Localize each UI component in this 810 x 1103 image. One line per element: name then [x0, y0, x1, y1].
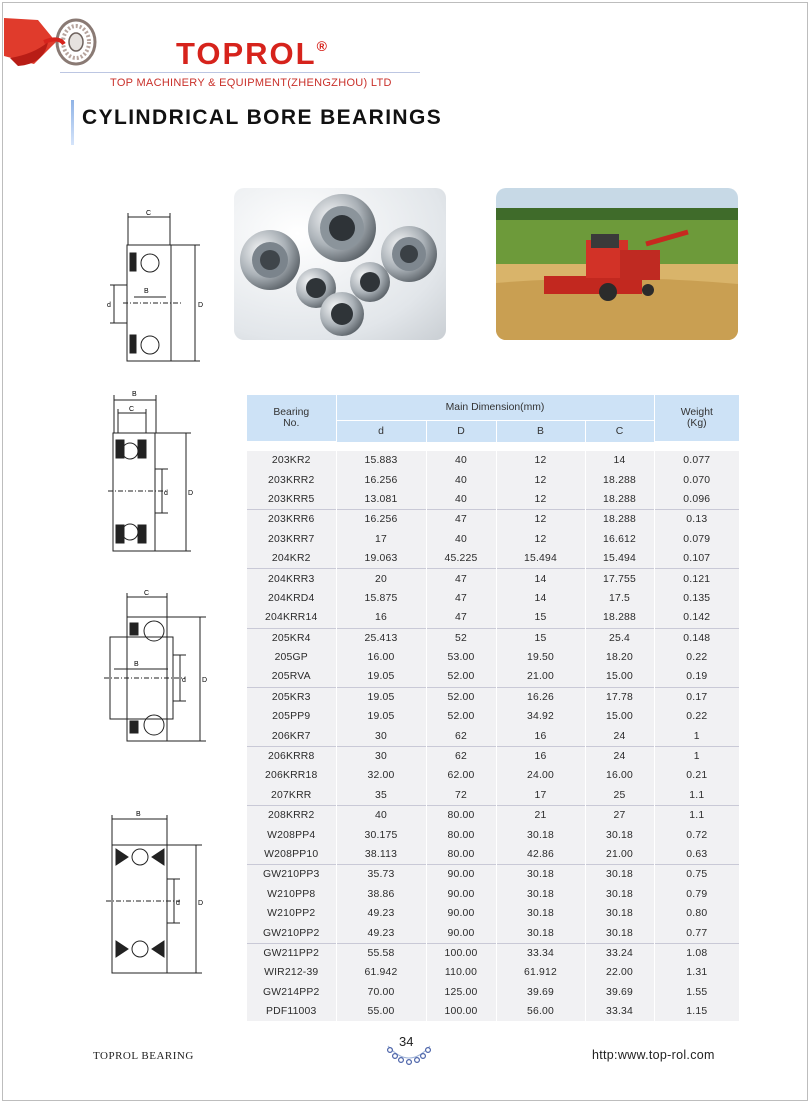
col-header-main-dimension: Main Dimension(mm) [336, 395, 654, 420]
dim-d-label: d [107, 302, 111, 309]
table-row [247, 726, 739, 746]
cell-D: 100.00 [426, 1002, 496, 1021]
table-row [247, 963, 739, 982]
bearing-drawing-1 [100, 205, 210, 365]
cell-B: 12 [496, 530, 585, 549]
table-row [247, 904, 739, 923]
table-row [247, 983, 739, 1002]
table-row [247, 707, 739, 726]
brand-logo: TOPROL® [176, 36, 329, 71]
cell-bearing-no: 205PP9 [247, 707, 336, 726]
cell-C: 30.18 [585, 885, 654, 904]
cell-C: 18.288 [585, 470, 654, 489]
cell-d: 49.23 [336, 904, 426, 923]
cell-bearing-no: 204KRR3 [247, 569, 336, 589]
table-row [247, 865, 739, 885]
cell-D: 80.00 [426, 825, 496, 844]
table-row [247, 746, 739, 766]
cell-C: 18.288 [585, 490, 654, 510]
cell-bearing-no: W210PP2 [247, 904, 336, 923]
table-row [247, 786, 739, 806]
cell-D: 52.00 [426, 707, 496, 726]
footer-url: http:www.top-rol.com [592, 1048, 715, 1062]
cell-B: 15.494 [496, 549, 585, 569]
col-header-d-small: d [336, 420, 426, 442]
cell-weight: 1.1 [654, 786, 739, 806]
cell-bearing-no: GW210PP3 [247, 865, 336, 885]
cell-D: 90.00 [426, 923, 496, 943]
table-row [247, 628, 739, 648]
cell-B: 15 [496, 608, 585, 628]
cell-D: 80.00 [426, 806, 496, 826]
cell-B: 34.92 [496, 707, 585, 726]
cell-D: 80.00 [426, 845, 496, 865]
col-header-B: B [496, 420, 585, 442]
dim-b-label: B [136, 811, 141, 818]
header-rule [60, 72, 420, 73]
cell-d: 19.063 [336, 549, 426, 569]
table-row [247, 470, 739, 489]
cell-d: 70.00 [336, 983, 426, 1002]
table-row [247, 825, 739, 844]
cell-weight: 0.17 [654, 687, 739, 707]
cell-B: 30.18 [496, 825, 585, 844]
cell-bearing-no: 206KR7 [247, 726, 336, 746]
cell-bearing-no: 203KRR5 [247, 490, 336, 510]
cell-d: 61.942 [336, 963, 426, 982]
cell-weight: 0.19 [654, 667, 739, 687]
cell-D: 40 [426, 470, 496, 489]
dim-b-label: B [134, 661, 139, 668]
cell-C: 15.00 [585, 707, 654, 726]
cell-d: 35.73 [336, 865, 426, 885]
table-row [247, 766, 739, 785]
cell-bearing-no: 208KRR2 [247, 806, 336, 826]
table-row [247, 687, 739, 707]
cell-C: 22.00 [585, 963, 654, 982]
cell-D: 53.00 [426, 648, 496, 667]
cell-D: 45.225 [426, 549, 496, 569]
cell-weight: 0.21 [654, 766, 739, 785]
cell-weight: 0.22 [654, 648, 739, 667]
cell-d: 19.05 [336, 667, 426, 687]
cell-D: 52.00 [426, 687, 496, 707]
table-row [247, 943, 739, 963]
cell-weight: 0.72 [654, 825, 739, 844]
cell-bearing-no: 205KR3 [247, 687, 336, 707]
table-row [247, 589, 739, 608]
cell-B: 21.00 [496, 667, 585, 687]
cell-weight: 1.55 [654, 983, 739, 1002]
footer-brand: TOPROL BEARING [93, 1050, 194, 1062]
cell-d: 38.113 [336, 845, 426, 865]
bearing-drawing-4 [100, 805, 215, 980]
dim-D-label: D [188, 490, 194, 497]
cell-D: 125.00 [426, 983, 496, 1002]
cell-bearing-no: GW214PP2 [247, 983, 336, 1002]
cell-B: 61.912 [496, 963, 585, 982]
cell-d: 30 [336, 726, 426, 746]
cell-C: 21.00 [585, 845, 654, 865]
table-row [247, 648, 739, 667]
table-row [247, 569, 739, 589]
cell-D: 40 [426, 451, 496, 470]
cell-weight: 0.80 [654, 904, 739, 923]
cell-C: 17.755 [585, 569, 654, 589]
bearing-logo-icon [4, 8, 104, 72]
cell-bearing-no: 203KR2 [247, 451, 336, 470]
table-row [247, 510, 739, 530]
cell-B: 42.86 [496, 845, 585, 865]
title-accent-bar [71, 100, 74, 145]
bearing-drawing-2 [96, 385, 206, 560]
cell-d: 49.23 [336, 923, 426, 943]
dim-D-label: D [198, 302, 204, 309]
col-header-C: C [585, 420, 654, 442]
cell-C: 18.288 [585, 510, 654, 530]
company-name: TOP MACHINERY & EQUIPMENT(ZHENGZHOU) LTD [110, 77, 392, 89]
cell-bearing-no: 206KRR8 [247, 746, 336, 766]
cell-C: 17.78 [585, 687, 654, 707]
cell-B: 12 [496, 490, 585, 510]
cell-B: 16 [496, 746, 585, 766]
cell-B: 12 [496, 510, 585, 530]
cell-d: 20 [336, 569, 426, 589]
cell-C: 25 [585, 786, 654, 806]
cell-C: 24 [585, 746, 654, 766]
cell-weight: 1.15 [654, 1002, 739, 1021]
cell-d: 16.256 [336, 510, 426, 530]
table-row [247, 806, 739, 826]
cell-D: 90.00 [426, 865, 496, 885]
dim-b-label: B [132, 391, 137, 398]
dim-D-label: D [202, 677, 208, 684]
cell-D: 47 [426, 510, 496, 530]
cell-bearing-no: 204KRR14 [247, 608, 336, 628]
col-header-D-large: D [426, 420, 496, 442]
table-row [247, 1002, 739, 1021]
cell-weight: 0.22 [654, 707, 739, 726]
dim-d-label: d [176, 900, 180, 907]
cell-D: 62.00 [426, 766, 496, 785]
cell-C: 14 [585, 451, 654, 470]
table-row [247, 845, 739, 865]
cell-D: 62 [426, 746, 496, 766]
cell-weight: 0.75 [654, 865, 739, 885]
cell-weight: 0.096 [654, 490, 739, 510]
cell-C: 15.00 [585, 667, 654, 687]
cell-d: 15.883 [336, 451, 426, 470]
cell-weight: 0.079 [654, 530, 739, 549]
cell-bearing-no: 203KRR7 [247, 530, 336, 549]
cell-d: 30 [336, 746, 426, 766]
table-body [247, 442, 739, 1021]
cell-C: 25.4 [585, 628, 654, 648]
cell-d: 55.00 [336, 1002, 426, 1021]
dim-c-label: C [144, 590, 150, 597]
cell-D: 110.00 [426, 963, 496, 982]
cell-D: 47 [426, 569, 496, 589]
cell-bearing-no: 204KR2 [247, 549, 336, 569]
cell-weight: 1 [654, 746, 739, 766]
bearings-photo [234, 188, 446, 340]
cell-D: 72 [426, 786, 496, 806]
cell-B: 56.00 [496, 1002, 585, 1021]
cell-d: 19.05 [336, 687, 426, 707]
cell-D: 62 [426, 726, 496, 746]
cell-weight: 1.08 [654, 943, 739, 963]
cell-C: 16.00 [585, 766, 654, 785]
cell-d: 30.175 [336, 825, 426, 844]
cell-bearing-no: 204KRD4 [247, 589, 336, 608]
table-row [247, 549, 739, 569]
cell-D: 52 [426, 628, 496, 648]
col-header-weight: Weight (Kg) [654, 395, 739, 442]
cell-bearing-no: 205GP [247, 648, 336, 667]
cell-weight: 0.121 [654, 569, 739, 589]
cell-D: 47 [426, 589, 496, 608]
dim-d-label: d [164, 490, 168, 497]
cell-bearing-no: GW210PP2 [247, 923, 336, 943]
page-number: 34 [399, 1034, 414, 1049]
cell-C: 16.612 [585, 530, 654, 549]
dim-c-label: C [129, 406, 135, 413]
cell-B: 21 [496, 806, 585, 826]
cell-C: 30.18 [585, 904, 654, 923]
cell-D: 40 [426, 530, 496, 549]
cell-d: 16.00 [336, 648, 426, 667]
cell-weight: 1.31 [654, 963, 739, 982]
table-row [247, 885, 739, 904]
cell-D: 47 [426, 608, 496, 628]
table-row [247, 608, 739, 628]
dim-D-label: D [198, 900, 204, 907]
dim-b-label: B [144, 288, 149, 295]
cell-weight: 0.142 [654, 608, 739, 628]
table-row [247, 451, 739, 470]
table-row [247, 530, 739, 549]
cell-B: 16 [496, 726, 585, 746]
cell-B: 24.00 [496, 766, 585, 785]
cell-weight: 0.148 [654, 628, 739, 648]
cell-B: 15 [496, 628, 585, 648]
cell-B: 12 [496, 470, 585, 489]
cell-bearing-no: W208PP4 [247, 825, 336, 844]
cell-C: 33.24 [585, 943, 654, 963]
cell-bearing-no: PDF11003 [247, 1002, 336, 1021]
cell-weight: 1.1 [654, 806, 739, 826]
cell-C: 30.18 [585, 825, 654, 844]
cell-weight: 0.13 [654, 510, 739, 530]
cell-C: 27 [585, 806, 654, 826]
cell-D: 100.00 [426, 943, 496, 963]
bearing-drawing-3 [100, 585, 215, 745]
cell-bearing-no: 205RVA [247, 667, 336, 687]
cell-d: 35 [336, 786, 426, 806]
cell-C: 39.69 [585, 983, 654, 1002]
cell-C: 24 [585, 726, 654, 746]
table-row [247, 667, 739, 687]
dim-c-label: C [146, 210, 152, 217]
cell-d: 38.86 [336, 885, 426, 904]
bearing-spec-table [247, 395, 739, 1021]
cell-B: 30.18 [496, 904, 585, 923]
cell-d: 13.081 [336, 490, 426, 510]
cell-d: 25.413 [336, 628, 426, 648]
col-header-bearing-no: Bearing No. [247, 395, 336, 442]
cell-C: 18.20 [585, 648, 654, 667]
cell-weight: 1 [654, 726, 739, 746]
cell-weight: 0.107 [654, 549, 739, 569]
cell-B: 16.26 [496, 687, 585, 707]
cell-B: 30.18 [496, 923, 585, 943]
page-title: CYLINDRICAL BORE BEARINGS [82, 106, 443, 129]
cell-bearing-no: 207KRR [247, 786, 336, 806]
cell-weight: 0.77 [654, 923, 739, 943]
cell-C: 30.18 [585, 865, 654, 885]
cell-D: 40 [426, 490, 496, 510]
cell-d: 55.58 [336, 943, 426, 963]
cell-B: 12 [496, 451, 585, 470]
cell-weight: 0.077 [654, 451, 739, 470]
cell-B: 39.69 [496, 983, 585, 1002]
dim-d-label: d [182, 677, 186, 684]
cell-B: 30.18 [496, 885, 585, 904]
cell-D: 90.00 [426, 904, 496, 923]
cell-d: 15.875 [336, 589, 426, 608]
cell-weight: 0.63 [654, 845, 739, 865]
cell-C: 15.494 [585, 549, 654, 569]
cell-D: 52.00 [426, 667, 496, 687]
cell-C: 18.288 [585, 608, 654, 628]
cell-d: 16.256 [336, 470, 426, 489]
cell-d: 19.05 [336, 707, 426, 726]
cell-B: 17 [496, 786, 585, 806]
cell-B: 14 [496, 589, 585, 608]
cell-weight: 0.79 [654, 885, 739, 904]
table-row [247, 923, 739, 943]
cell-bearing-no: W208PP10 [247, 845, 336, 865]
table-row [247, 490, 739, 510]
combine-harvester-photo [496, 188, 738, 340]
cell-bearing-no: W210PP8 [247, 885, 336, 904]
cell-D: 90.00 [426, 885, 496, 904]
cell-bearing-no: 205KR4 [247, 628, 336, 648]
cell-weight: 0.070 [654, 470, 739, 489]
cell-C: 30.18 [585, 923, 654, 943]
cell-bearing-no: 203KRR6 [247, 510, 336, 530]
cell-bearing-no: 203KRR2 [247, 470, 336, 489]
cell-d: 17 [336, 530, 426, 549]
cell-bearing-no: 206KRR18 [247, 766, 336, 785]
cell-bearing-no: GW211PP2 [247, 943, 336, 963]
cell-d: 40 [336, 806, 426, 826]
cell-weight: 0.135 [654, 589, 739, 608]
cell-d: 32.00 [336, 766, 426, 785]
cell-B: 14 [496, 569, 585, 589]
cell-B: 30.18 [496, 865, 585, 885]
cell-bearing-no: WIR212-39 [247, 963, 336, 982]
cell-B: 19.50 [496, 648, 585, 667]
cell-C: 33.34 [585, 1002, 654, 1021]
cell-d: 16 [336, 608, 426, 628]
cell-B: 33.34 [496, 943, 585, 963]
cell-C: 17.5 [585, 589, 654, 608]
